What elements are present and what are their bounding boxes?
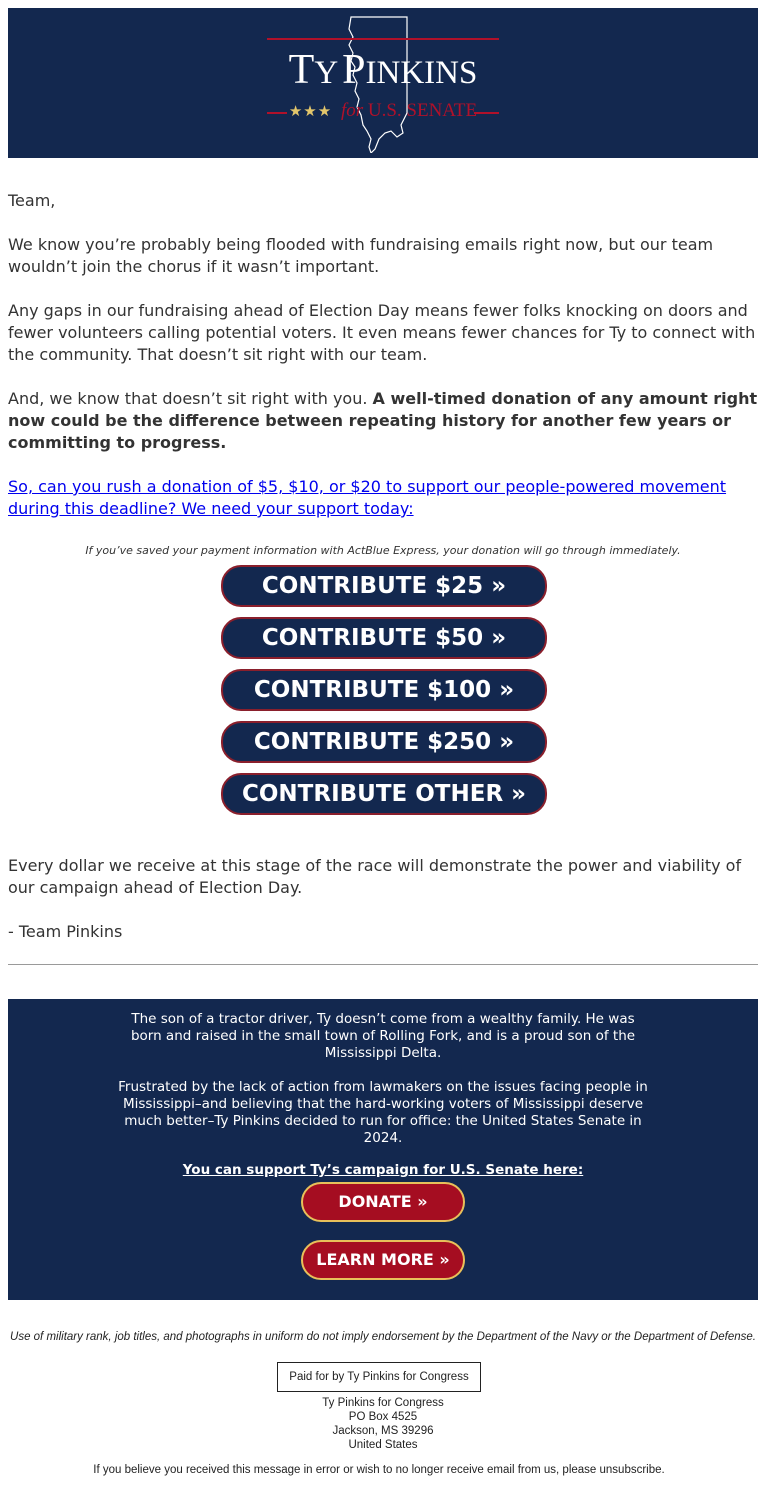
address-line: PO Box 4525 <box>348 1411 418 1423</box>
unsubscribe-notice[interactable]: If you believe you received this message in error or wish to no longer receive email from us, please unsubscribe. <box>93 1464 665 1476</box>
paragraph-3: And, we know that doesn’t sit right with you. A well-timed donation of any amount right now could be the difference between repeating history for another few years or committing to progress. <box>8 389 758 452</box>
paragraph-2: Any gaps in our fundraising ahead of Election Day means fewer folks knocking on doors and fewer volunteers calling potential voters. It even means fewer chances for Ty to connect with the community. That doesn’t sit right with our team. <box>8 301 756 364</box>
paragraph-1: We know you’re probably being flooded with fundraising emails right now, but our team wouldn’t join the chorus if it wasn’t important. <box>8 235 714 276</box>
donate-ask-link[interactable]: So, can you rush a donation of $5, $10, or $20 to support our people-powered movement during this deadline? We need your support today: <box>8 477 727 518</box>
campaign-logo-name: TY PINKINS <box>288 47 478 93</box>
actblue-express-note: If you’ve saved your payment information with ActBlue Express, your donation will go through immediately. <box>85 544 681 557</box>
address-line: United States <box>348 1439 418 1451</box>
paid-for-notice: Paid for by Ty Pinkins for Congress <box>277 1362 481 1392</box>
bio-paragraph-1: The son of a tractor driver, Ty doesn’t come from a wealthy family. He was born and raised in the small town of Rolling Fork, and is a proud son of the Mississippi Delta. <box>130 1011 636 1061</box>
support-campaign-link[interactable]: You can support Ty’s campaign for U.S. Senate here: <box>182 1162 584 1178</box>
divider <box>8 964 758 965</box>
stars-icon: ★★★ <box>288 104 333 120</box>
contribute-50-button[interactable]: CONTRIBUTE $50 » <box>221 617 547 659</box>
contribute-other-button[interactable]: CONTRIBUTE OTHER » <box>221 773 547 815</box>
address-line: Ty Pinkins for Congress <box>322 1397 444 1409</box>
mailing-address <box>8 1396 758 1452</box>
header-banner <box>8 8 758 158</box>
bio-paragraph-2: Frustrated by the lack of action from lawmakers on the issues facing people in Mississippi–and believing that the hard-working voters of Mississippi deserve much better–Ty Pinkins decided to run for office: the United States Senate in 2024. <box>118 1079 648 1146</box>
address-line: Jackson, MS 39296 <box>332 1425 434 1437</box>
greeting: Team, <box>8 191 56 210</box>
contribute-100-button[interactable]: CONTRIBUTE $100 » <box>221 669 547 711</box>
learn-more-button[interactable]: LEARN MORE » <box>301 1240 465 1280</box>
bio-section <box>8 999 758 1300</box>
military-disclaimer: Use of military rank, job titles, and photographs in uniform do not imply endorsement by the Department of the Navy or the Department of Defense. <box>10 1331 756 1343</box>
header-rule-top <box>267 38 499 40</box>
paragraph-4 <box>8 476 758 520</box>
contribute-250-button[interactable]: CONTRIBUTE $250 » <box>221 721 547 763</box>
campaign-logo-subtitle: ★★★ for U.S. SENATE <box>288 100 478 121</box>
contribute-25-button[interactable]: CONTRIBUTE $25 » <box>221 565 547 607</box>
donate-button[interactable]: DONATE » <box>301 1182 465 1222</box>
paragraph-5: Every dollar we receive at this stage of the race will demonstrate the power and viability of our campaign ahead of Election Day. <box>8 856 742 897</box>
email-container <box>8 8 758 1476</box>
signoff: - Team Pinkins <box>8 922 123 941</box>
